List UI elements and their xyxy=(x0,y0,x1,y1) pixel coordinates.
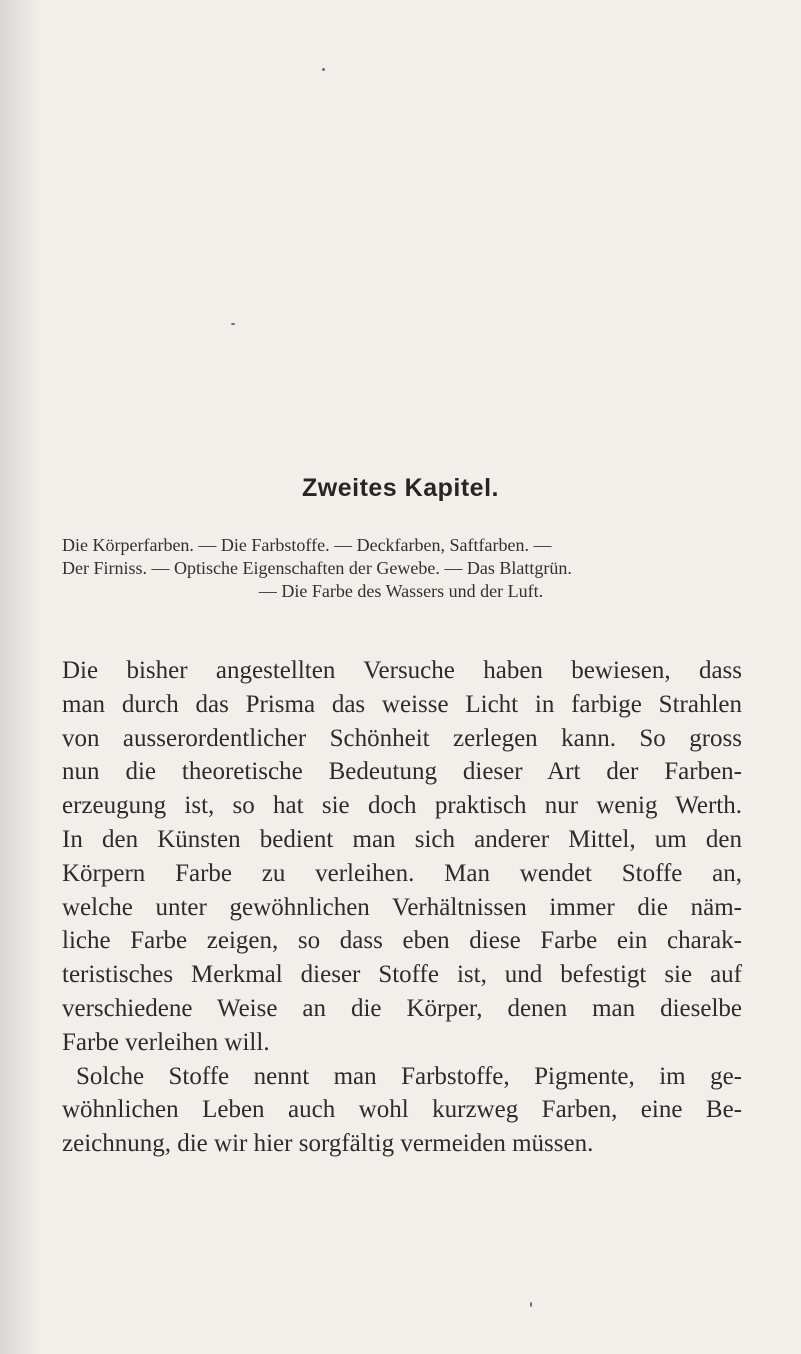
summary-line: Der Firniss. — Optische Eigenschaften der Gewebe. — Das Blattgrün. xyxy=(62,558,572,578)
text-line: erzeugung ist, so hat sie doch praktisch nur wenig Werth. xyxy=(62,792,742,820)
text-line: liche Farbe zeigen, so dass eben diese Farbe ein charak- xyxy=(62,927,742,955)
scan-speck xyxy=(530,1302,532,1307)
text-line: man durch das Prisma das weisse Licht in farbige Strahlen xyxy=(62,690,742,718)
text-line: Die bisher angestellten Versuche haben bewiesen, dass xyxy=(62,657,742,684)
body-text xyxy=(62,654,742,1161)
chapter-summary xyxy=(62,534,740,603)
text-line: zeichnung, die wir hier sorgfältig vermeiden müssen. xyxy=(62,1130,594,1158)
summary-line: — Die Farbe des Wassers und der Luft. xyxy=(258,581,544,601)
chapter-title: Zweites Kapitel. xyxy=(302,474,499,502)
text-line: wöhnlichen Leben auch wohl kurzweg Farben, eine Be- xyxy=(62,1096,742,1124)
text-line: teristisches Merkmal dieser Stoffe ist, und befestigt sie auf xyxy=(62,961,742,989)
summary-line: Die Körperfarben. — Die Farbstoffe. — Deckfarben, Saftfarben. — xyxy=(62,535,552,555)
text-line: In den Künsten bedient man sich anderer Mittel, um den xyxy=(62,825,742,853)
text-line: Körpern Farbe zu verleihen. Man wendet Stoffe an, xyxy=(62,859,742,887)
text-line: Solche Stoffe nennt man Farbstoffe, Pigmente, im ge- xyxy=(76,1062,742,1090)
text-line: von ausserordentlicher Schönheit zerlegen kann. So gross xyxy=(62,724,742,752)
text-line: welche unter gewöhnlichen Verhältnissen immer die näm- xyxy=(62,893,742,921)
scan-speck xyxy=(231,323,235,325)
scan-speck xyxy=(322,68,325,71)
text-line: nun die theoretische Bedeutung dieser Art der Farben- xyxy=(62,758,742,786)
text-line: verschiedene Weise an die Körper, denen man dieselbe xyxy=(62,994,742,1022)
text-line: Farbe verleihen will. xyxy=(62,1028,270,1056)
